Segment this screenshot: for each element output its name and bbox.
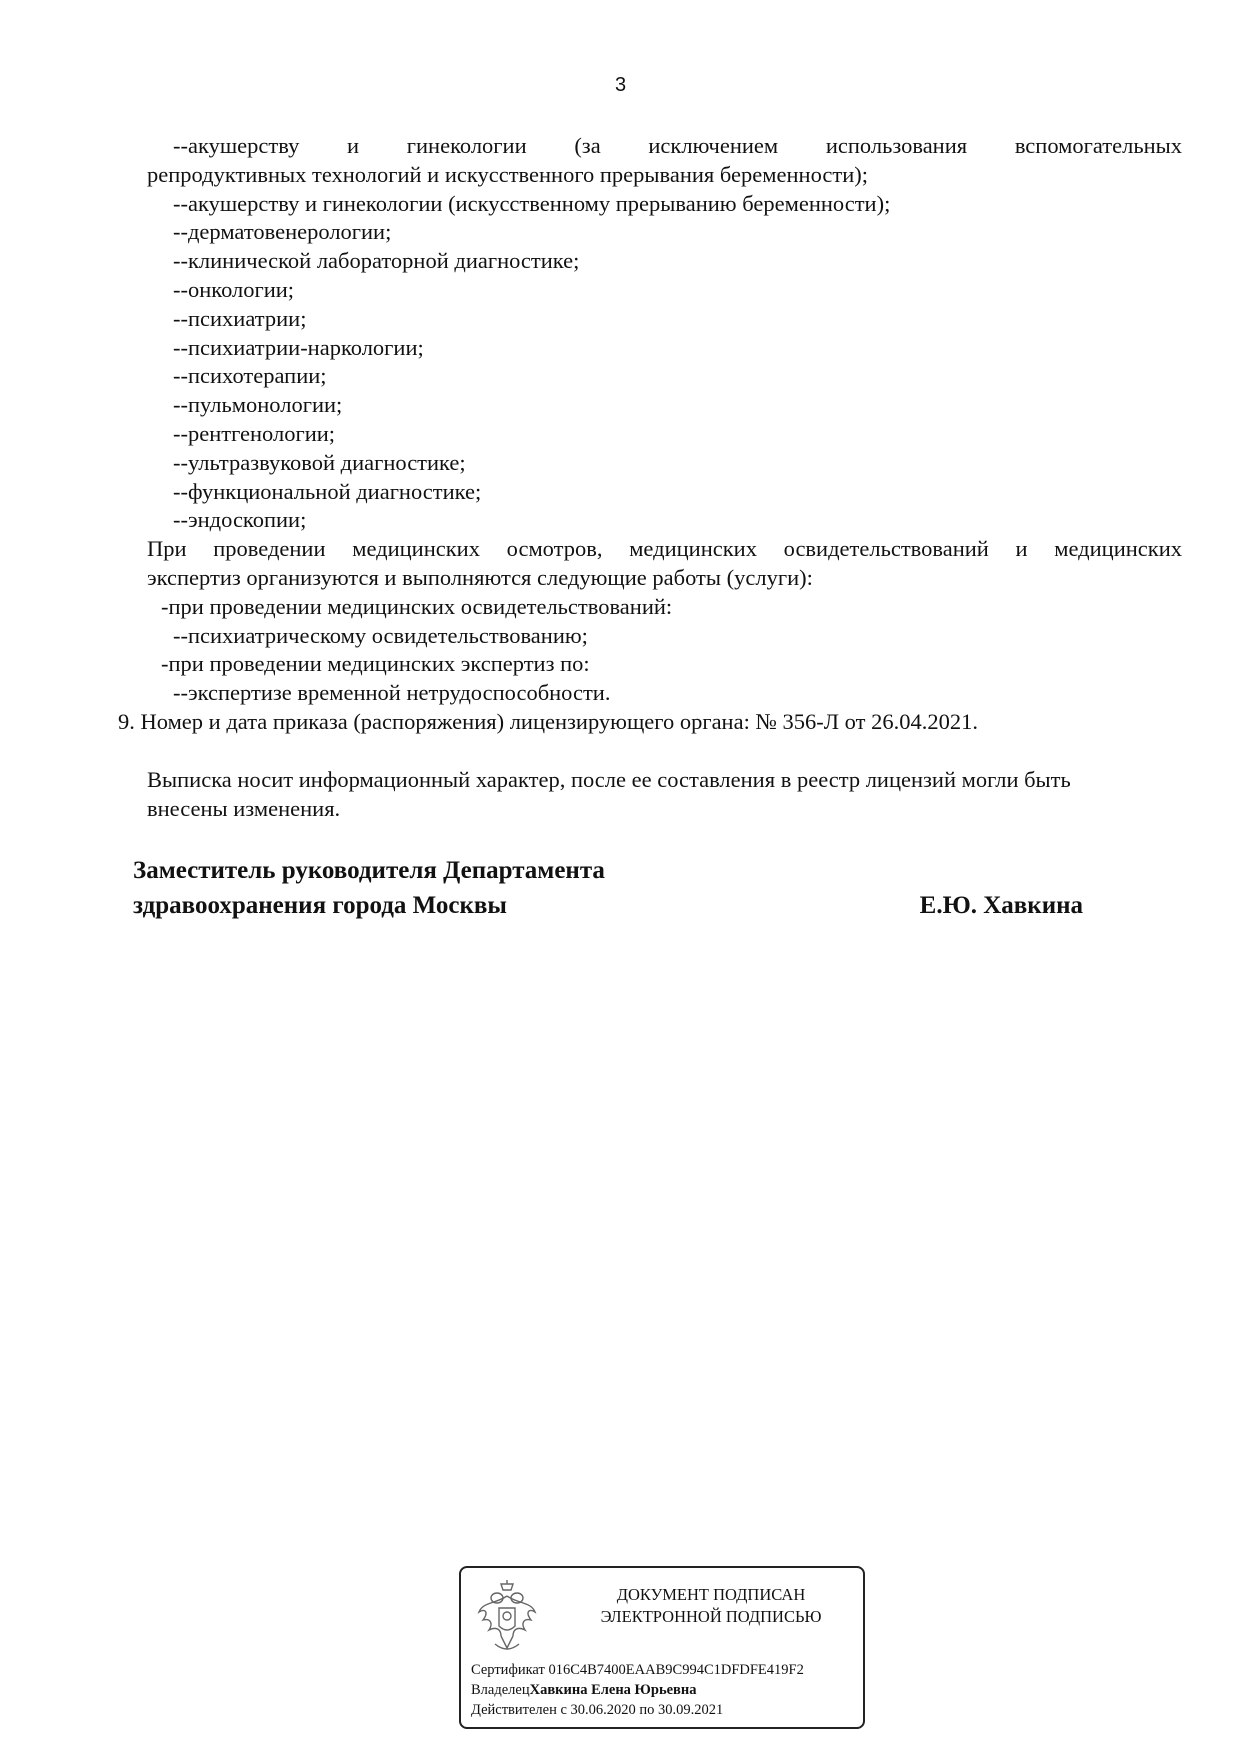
sub-heading: -при проведении медицинских экспертиз по: (161, 651, 590, 677)
validity-line: Действителен с 30.06.2020 по 30.09.2021 (471, 1702, 724, 1718)
stamp-details (471, 1660, 804, 1720)
list-item: --функциональной диагностике; (173, 478, 482, 504)
list-item: --психиатрии-наркологии; (173, 334, 424, 360)
certificate-label: Сертификат (471, 1662, 545, 1678)
sub-item: --экспертизе временной нетрудоспособности. (173, 680, 611, 706)
sub-item: --психиатрическому освидетельствованию; (173, 622, 588, 648)
list-item: --рентгенологии; (173, 420, 336, 446)
list-item: --эндоскопии; (173, 507, 307, 533)
signature-block (133, 853, 1083, 923)
list-item: --акушерству и гинекологии (искусственному прерыванию беременности); (173, 190, 891, 216)
order-number-line: 9. Номер и дата приказа (распоряжения) лицензирующего органа: № 356-Л от 26.04.2021. (118, 709, 978, 734)
activity-list (147, 132, 1182, 708)
exam-paragraph-line: При проведении медицинских осмотров, медицинских освидетельствований и медицинских (147, 536, 1182, 562)
disclaimer-note (147, 766, 1182, 824)
signatory-name: Е.Ю. Хавкина (919, 892, 1083, 919)
note-line: внесены изменения. (147, 795, 341, 821)
certificate-line (471, 1660, 804, 1680)
page-number: 3 (614, 74, 627, 96)
list-item: --психотерапии; (173, 363, 327, 389)
exam-paragraph-line: экспертиз организуются и выполняются следующие работы (услуги): (147, 564, 813, 590)
stamp-header-line: ЭЛЕКТРОННОЙ ПОДПИСЬЮ (600, 1607, 822, 1626)
owner-name: Хавкина Елена Юрьевна (529, 1682, 697, 1698)
list-item: --дерматовенерологии; (173, 219, 392, 245)
list-item: --клинической лабораторной диагностике; (173, 248, 580, 274)
sub-heading: -при проведении медицинских освидетельствований: (161, 593, 673, 619)
list-item: --онкологии; (173, 276, 295, 302)
certificate-number: 016C4B7400EAAB9C994C1DFDFE419F2 (548, 1662, 804, 1678)
list-items (147, 190, 1182, 536)
signatory-title: здравоохранения города Москвы (133, 892, 507, 919)
list-item: --акушерству и гинекологии (за исключением использования вспомогательных (173, 133, 1182, 158)
electronic-signature-stamp (459, 1566, 865, 1729)
list-item: --психиатрии; (173, 305, 307, 331)
owner-label: Владелец (471, 1682, 530, 1698)
list-item: --пульмонологии; (173, 392, 343, 418)
signatory-title: Заместитель руководителя Департамента (133, 857, 605, 884)
list-item: --ультразвуковой диагностике; (173, 449, 466, 475)
note-line: Выписка носит информационный характер, после ее составления в реестр лицензий могли быть (147, 767, 1071, 792)
russian-coat-of-arms-icon (475, 1578, 539, 1656)
owner-line (471, 1680, 804, 1700)
list-item-continuation: репродуктивных технологий и искусственного прерывания беременности); (147, 161, 868, 187)
stamp-header-line: ДОКУМЕНТ ПОДПИСАН (616, 1585, 806, 1604)
stamp-header (561, 1584, 861, 1628)
